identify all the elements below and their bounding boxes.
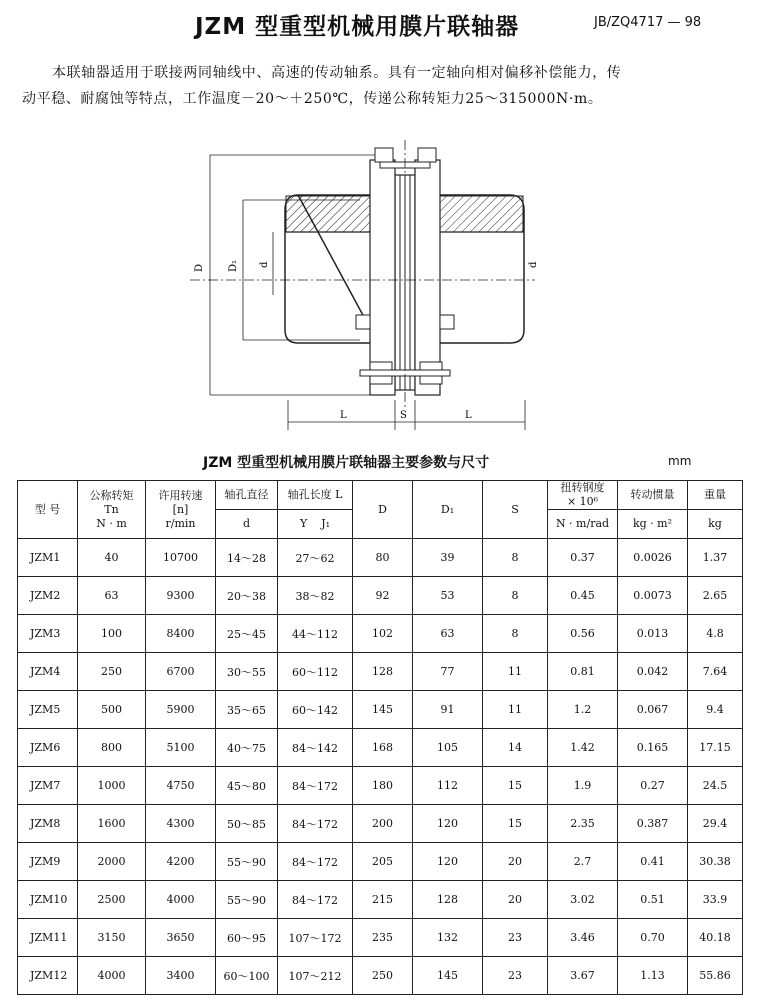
table-row [18, 653, 743, 691]
value-cell: 168 [353, 729, 413, 767]
dim-D1-label: D₁ [228, 259, 239, 272]
value-cell: 40 [78, 539, 146, 577]
value-cell: 50～85 [216, 805, 278, 843]
value-cell: 4000 [78, 957, 146, 995]
value-cell: 102 [353, 615, 413, 653]
value-cell: 8 [483, 615, 548, 653]
header-torque: 公称转矩 Tn N · m [78, 481, 146, 539]
header-speed: 许用转速 [n] r/min [146, 481, 216, 539]
value-cell: 0.0026 [618, 539, 688, 577]
value-cell: 20 [483, 881, 548, 919]
value-cell: 63 [413, 615, 483, 653]
value-cell: 29.4 [688, 805, 743, 843]
value-cell: 145 [353, 691, 413, 729]
value-cell: 0.81 [548, 653, 618, 691]
value-cell: 9.4 [688, 691, 743, 729]
value-cell: 4.8 [688, 615, 743, 653]
value-cell: 84～172 [278, 767, 353, 805]
header-stiffness: 扭转钢度 × 10⁶ [548, 481, 618, 510]
value-cell: 44～112 [278, 615, 353, 653]
header-stiffness-unit: N · m/rad [548, 510, 618, 539]
value-cell: 23 [483, 957, 548, 995]
value-cell: 250 [78, 653, 146, 691]
value-cell: 200 [353, 805, 413, 843]
header-length: 轴孔长度 L [278, 481, 353, 510]
header [0, 6, 761, 38]
intro-line-2: 动平稳、耐腐蚀等特点，工作温度－20～＋250℃，传递公称转矩力25～315000N·m。 [22, 91, 603, 107]
dim-D-label: D [194, 263, 205, 272]
table-row [18, 767, 743, 805]
value-cell: 7.64 [688, 653, 743, 691]
value-cell: 180 [353, 767, 413, 805]
table-row [18, 729, 743, 767]
value-cell: 84～172 [278, 805, 353, 843]
value-cell: 45～80 [216, 767, 278, 805]
value-cell: 3.02 [548, 881, 618, 919]
value-cell: 0.013 [618, 615, 688, 653]
value-cell: 1000 [78, 767, 146, 805]
model-cell: JZM11 [18, 919, 78, 957]
header-D: D [353, 481, 413, 539]
value-cell: 10700 [146, 539, 216, 577]
value-cell: 3150 [78, 919, 146, 957]
value-cell: 2.7 [548, 843, 618, 881]
value-cell: 9300 [146, 577, 216, 615]
value-cell: 1.2 [548, 691, 618, 729]
value-cell: 63 [78, 577, 146, 615]
value-cell: 500 [78, 691, 146, 729]
header-weight-unit: kg [688, 510, 743, 539]
value-cell: 20 [483, 843, 548, 881]
value-cell: 2.35 [548, 805, 618, 843]
value-cell: 0.70 [618, 919, 688, 957]
model-cell: JZM6 [18, 729, 78, 767]
value-cell: 92 [353, 577, 413, 615]
model-cell: JZM9 [18, 843, 78, 881]
table-row [18, 539, 743, 577]
value-cell: 2500 [78, 881, 146, 919]
value-cell: 11 [483, 653, 548, 691]
value-cell: 145 [413, 957, 483, 995]
value-cell: 39 [413, 539, 483, 577]
value-cell: 8 [483, 539, 548, 577]
value-cell: 55～90 [216, 881, 278, 919]
value-cell: 132 [413, 919, 483, 957]
table-row [18, 691, 743, 729]
value-cell: 0.41 [618, 843, 688, 881]
value-cell: 4000 [146, 881, 216, 919]
value-cell: 6700 [146, 653, 216, 691]
value-cell: 80 [353, 539, 413, 577]
value-cell: 128 [353, 653, 413, 691]
left-flange [370, 160, 395, 395]
value-cell: 60～112 [278, 653, 353, 691]
value-cell: 205 [353, 843, 413, 881]
value-cell: 55～90 [216, 843, 278, 881]
header-model: 型 号 [18, 481, 78, 539]
value-cell: 40～75 [216, 729, 278, 767]
model-cell: JZM5 [18, 691, 78, 729]
header-inertia: 转动惯量 [618, 481, 688, 510]
value-cell: 0.165 [618, 729, 688, 767]
value-cell: 33.9 [688, 881, 743, 919]
value-cell: 60～100 [216, 957, 278, 995]
value-cell: 107～172 [278, 919, 353, 957]
table-row [18, 881, 743, 919]
value-cell: 24.5 [688, 767, 743, 805]
value-cell: 60～142 [278, 691, 353, 729]
value-cell: 215 [353, 881, 413, 919]
value-cell: 1.13 [618, 957, 688, 995]
dim-d-right-label: d [528, 261, 539, 268]
value-cell: 38～82 [278, 577, 353, 615]
parameters-table [17, 480, 743, 995]
model-cell: JZM8 [18, 805, 78, 843]
value-cell: 107～212 [278, 957, 353, 995]
value-cell: 35～65 [216, 691, 278, 729]
left-hub-hatch [286, 196, 378, 232]
value-cell: 235 [353, 919, 413, 957]
value-cell: 112 [413, 767, 483, 805]
value-cell: 17.15 [688, 729, 743, 767]
model-cell: JZM4 [18, 653, 78, 691]
value-cell: 4200 [146, 843, 216, 881]
header-weight: 重量 [688, 481, 743, 510]
value-cell: 84～142 [278, 729, 353, 767]
dim-d-left-label: d [259, 261, 270, 268]
table-row [18, 615, 743, 653]
model-cell: JZM1 [18, 539, 78, 577]
dim-L-right-label: L [465, 410, 472, 421]
value-cell: 2.65 [688, 577, 743, 615]
value-cell: 0.37 [548, 539, 618, 577]
value-cell: 1.9 [548, 767, 618, 805]
value-cell: 800 [78, 729, 146, 767]
table-unit: mm [668, 454, 692, 468]
value-cell: 4750 [146, 767, 216, 805]
value-cell: 0.042 [618, 653, 688, 691]
intro-line-1: 本联轴器适用于联接两同轴线中、高速的传动轴系。具有一定轴向相对偏移补偿能力，传 [52, 65, 622, 81]
model-cell: JZM12 [18, 957, 78, 995]
value-cell: 3.46 [548, 919, 618, 957]
table-row [18, 919, 743, 957]
value-cell: 40.18 [688, 919, 743, 957]
value-cell: 30～55 [216, 653, 278, 691]
table-row [18, 957, 743, 995]
value-cell: 8 [483, 577, 548, 615]
value-cell: 1.37 [688, 539, 743, 577]
value-cell: 84～172 [278, 843, 353, 881]
dim-S-label: S [400, 410, 407, 421]
value-cell: 8400 [146, 615, 216, 653]
value-cell: 0.067 [618, 691, 688, 729]
model-cell: JZM10 [18, 881, 78, 919]
model-cell: JZM2 [18, 577, 78, 615]
value-cell: 105 [413, 729, 483, 767]
dim-L-left-label: L [340, 410, 347, 421]
header-bore: 轴孔直径 [216, 481, 278, 510]
right-hub-hatch [432, 196, 523, 232]
value-cell: 55.86 [688, 957, 743, 995]
value-cell: 27～62 [278, 539, 353, 577]
value-cell: 5100 [146, 729, 216, 767]
value-cell: 0.0073 [618, 577, 688, 615]
value-cell: 0.51 [618, 881, 688, 919]
value-cell: 128 [413, 881, 483, 919]
value-cell: 120 [413, 805, 483, 843]
header-bore-sym: d [216, 510, 278, 539]
value-cell: 5900 [146, 691, 216, 729]
value-cell: 1.42 [548, 729, 618, 767]
value-cell: 25～45 [216, 615, 278, 653]
value-cell: 0.45 [548, 577, 618, 615]
table-row [18, 805, 743, 843]
value-cell: 120 [413, 843, 483, 881]
value-cell: 250 [353, 957, 413, 995]
value-cell: 4300 [146, 805, 216, 843]
value-cell: 15 [483, 805, 548, 843]
value-cell: 100 [78, 615, 146, 653]
value-cell: 3400 [146, 957, 216, 995]
value-cell: 14～28 [216, 539, 278, 577]
right-flange [415, 160, 440, 395]
value-cell: 91 [413, 691, 483, 729]
value-cell: 11 [483, 691, 548, 729]
standard-number: JB/ZQ4717 — 98 [594, 15, 702, 30]
value-cell: 3650 [146, 919, 216, 957]
value-cell: 14 [483, 729, 548, 767]
intro-text [22, 60, 747, 112]
value-cell: 77 [413, 653, 483, 691]
header-length-sub: Y J₁ [278, 510, 353, 539]
table-caption: JZM 型重型机械用膜片联轴器主要参数与尺寸 [203, 455, 490, 471]
value-cell: 0.56 [548, 615, 618, 653]
value-cell: 20～38 [216, 577, 278, 615]
model-cell: JZM7 [18, 767, 78, 805]
header-S: S [483, 481, 548, 539]
value-cell: 84～172 [278, 881, 353, 919]
model-cell: JZM3 [18, 615, 78, 653]
value-cell: 30.38 [688, 843, 743, 881]
value-cell: 23 [483, 919, 548, 957]
value-cell: 3.67 [548, 957, 618, 995]
header-inertia-unit: kg · m² [618, 510, 688, 539]
value-cell: 1600 [78, 805, 146, 843]
table-row [18, 577, 743, 615]
top-bolt [375, 148, 436, 168]
value-cell: 15 [483, 767, 548, 805]
table-caption-bar [0, 452, 761, 474]
header-D1: D₁ [413, 481, 483, 539]
value-cell: 60～95 [216, 919, 278, 957]
value-cell: 53 [413, 577, 483, 615]
table-row [18, 843, 743, 881]
value-cell: 0.387 [618, 805, 688, 843]
value-cell: 2000 [78, 843, 146, 881]
coupling-drawing [180, 140, 540, 440]
document-title: JZM 型重型机械用膜片联轴器 [195, 14, 520, 40]
value-cell: 0.27 [618, 767, 688, 805]
